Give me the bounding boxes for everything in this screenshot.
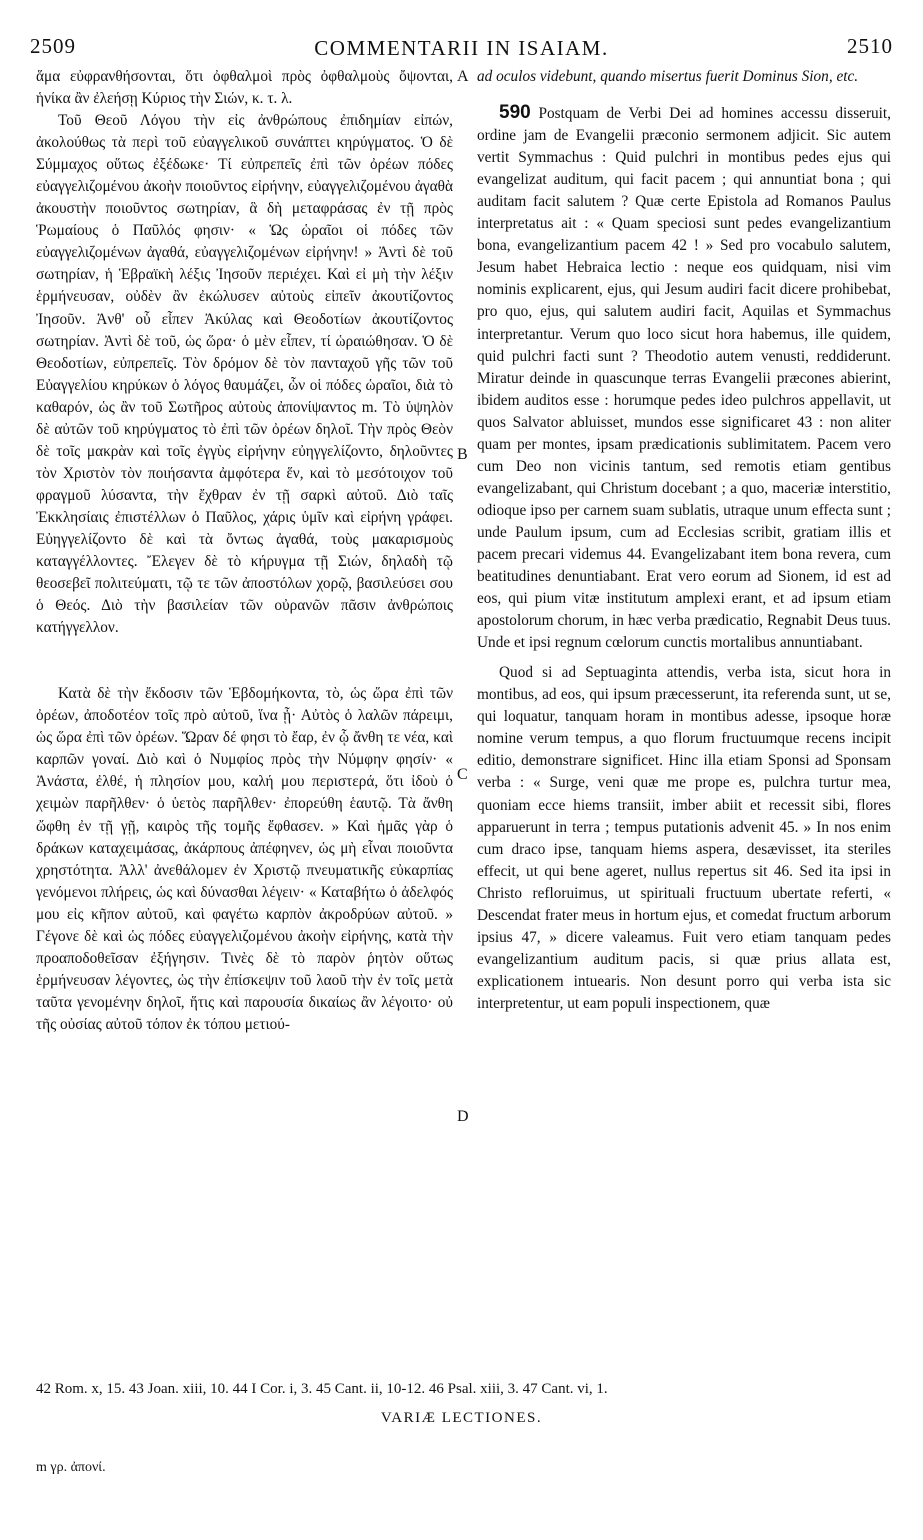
latin-paragraph-2 [477, 102, 891, 654]
running-title: COMMENTARII IN ISAIAM. [314, 36, 609, 60]
greek-paragraph-2: Τοῦ Θεοῦ Λόγου τὴν εἰς ἀνθρώπους ἐπιδημίαν εἰπών, ἀκολούθως τὰ περὶ τοῦ εὐαγγελικοῦ συνάπτει κηρύγματος. Ὁ δὲ Σύμμαχος οὕτως ἐξέδωκε· Τί εὐπρεπεῖς ἐπὶ τῶν ὀρέων πόδες εὐαγγελιζομένου ἀκοὴν ποιοῦντος εἰρήνην, εὐαγγελιζομένου ἀγαθὰ ἀκουστὴν ποιοῦντος σωτηρίαν, ἃ δὴ μεταφράσας ἐν τῇ πρὸς Ῥωμαίους ὁ Παῦλός φησιν· « Ὡς ὡραῖοι οἱ πόδες τῶν εὐαγγελιζομένων ἀγαθά, εὐαγγελιζομένων εἰρήνην! » Ἀντὶ δὲ τοῦ σωτηρίαν, ἡ Ἑβραϊκὴ λέξις Ἰησοῦν περιέχει. Καὶ εἰ μὴ τὴν λέξιν ἑρμήνευσαν, οὐδὲν ἂν ἐκώλυσεν αὐτοὺς εἰπεῖν ἀκουτίζοντος Ἰησοῦν. Ἀνθ' οὗ εἶπεν Ἀκύλας καὶ Θεοδοτίων ἀκουτίζοντος σωτηρίαν. Ἀντὶ δὲ τοῦ, ὡς ὥρα· ὁ μὲν εἶπεν, τί ὡραιώθησαν. Ὁ δὲ Θεοδοτίων, εὐπρεπεῖς. Τὸν δρόμον δὲ τὸν πανταχοῦ γῆς τῶν τοῦ Εὐαγγελίου κηρύκων ὁ λόγος θαυμάζει, ὧν οἱ πόδες ὡραῖοι, διὰ τὸ καθαρόν, ὡς ἂν τοῦ Σωτῆρος αὐτοὺς ἀπονίψαντος m. Τὸ ὑψηλὸν δὲ αὐτῶν τοῦ κηρύγματος τὸ ἐπὶ τῶν ὀρέων δηλοῖ. Τὴν πρὸς Θεὸν δὲ τοῖς μακρὰν καὶ τοῖς ἐγγὺς εἰρήνην εὐηγγελίζοντο, δηλοῦντες τὸν Χριστὸν τὸν ποιήσαντα ἀμφότερα ἕν, καὶ τὸ μεσότοιχον τοῦ φραγμοῦ λύσαντα, τὴν ἔχθραν ἐν τῇ σαρκὶ αὐτοῦ. Διὸ ταῖς Ἐκκλησίαις ἐπιστέλλων ὁ Παῦλος, χάρις ὑμῖν καὶ εἰρήνη γράφει. Εὐηγγελίζοντο δὲ καὶ τὰ ὄντως ἀγαθά, τοὺς μακαρισμοὺς καταγγέλλοντες. Ἔλεγεν δὲ τὸ κήρυγμα τῇ Σιών, δηλαδὴ τῷ θεοσεβεῖ πολιτεύματι, τῷ τε τῶν ἀποστόλων χορῷ, βασιλεύσει σου ὁ Θεός. Διὸ τὴν βασιλείαν τῶν οὐρανῶν πᾶσιν ἀνθρώποις κατήγγελλον. [36, 112, 453, 637]
variae-lectiones-note: m γρ. ἀπονί. [36, 1460, 106, 1475]
latin-paragraph-3: Quod si ad Septuaginta attendis, verba ista, sicut hora in montibus, ad eos, qui ipsum præcesserunt, ita referenda sunt, ut se, qui loquatur, tanquam horam in montibus adesse, ipsoque horæ nomine verum tempus, a quo florum fructuumque recens incipit editio, demonstrare significet. Hinc illa etiam Sponsi ad Sponsam verba : « Surge, veni quæ me prope es, pulchra turtur mea, quoniam ecce hiems transiit, imber abiit et recessit sibi, flores apparuerunt in terra ; tempus putationis advenit 45. » In nos enim cum draco ipse, tanquam hiems aspera, desævisset, ita steriles effecit, ut qui bene ageret, nullus repertus sit 46. Sed ita ipsi in Christo refloruimus, ut spirituali fructuum ubertate referti, « Descendat frater meus in hortum ejus, et comedat fructum arborum ipsius 47, » dicere valeamus. Fuit vero etiam tanquam pedes evangelizantium auditum pacis, si quæ prius allata est, explicationem intuearis. Non desunt porro qui verba ista sic interpretentur, ut eam populi inspectionem, quæ [477, 664, 891, 1012]
greek-paragraph-1: ἅμα εὐφρανθήσονται, ὅτι ὀφθαλμοὶ πρὸς ὀφθαλμοὺς ὄψονται, ἡνίκα ἂν ἐλεήσῃ Κύριος τὴν Σιών, κ. τ. λ. [36, 68, 453, 108]
margin-letter-b: B [457, 446, 468, 463]
footnotes: 42 Rom. x, 15. 43 Joan. xiii, 10. 44 I Cor. i, 3. 45 Cant. ii, 10-12. 46 Psal. xiii, 3. 47 Cant. vi, 1. [36, 1381, 608, 1397]
greek-column [36, 66, 453, 1036]
variae-lectiones-heading: VARIÆ LECTIONES. [380, 1410, 543, 1426]
left-page-number: 2509 [30, 34, 76, 58]
section-number-590: 590 [499, 102, 531, 124]
latin-column [477, 66, 891, 1015]
latin-paragraph-2-text: Postquam de Verbi Dei ad homines accessu disseruit, ordine jam de Evangelii præconio sermonem adjicit. Sic autem vertit Symmachus : Quid pulchri in montibus pedes ejus qui evangelizat auditum, qui facit pacem ; qui annuntiat bona ; qui auditam facit salutem ? Quæ certe Epistola ad Romanos Paulus interpretatus ait : « Quam speciosi sunt pedes evangelizantium bona, evangelizantium pacem 42 ! » Sed pro vocabulo salutem, Jesum habet Hebraica lectio : neque eos quidquam, nisi vim nominis explicarent, ejus, qui Jesum audiri facit dicere prohibebat, pro quo, ejus, qui salutem audiri facit, Aquilas et Symmachus interpretantur. Verum quo loco sicut hora habemus, ille quidem, quid pulchri facti sunt ? Theodotio autem venusti, reddiderunt. Miratur deinde in quascunque terras Evangelii præcones abierint, ibidem auditos esse : horumque pedes ideo pulchros appellavit, ut quos Salvator abluisset, mundos esse significaret 43 : non aliter quam per montes, ipsam prædicationis sublimitatem. Pacem vero cum Deo non vicinis tantum, sed remotis etiam gentibus evangelizabant, qui Christum docebant ; a quo, maceriæ interstitio, odioque ipso per carnem suam sublatis, utraque unum effecta sunt ; unde Paulum ipsum, cum ad Ecclesias scribit, gratiam illis et pacem precari videmus 44. Evangelizabant item bona revera, cum beatitudines denuntiabant. Erat vero eorum ad Sionem, id est ad eos, qui pium vitæ institutum amplexi erant, et ad ipsum etiam apostolorum chorum, in hæc verba prædicatio, Regnabit Deus tuus. Unde et ipsi regnum cœlorum cunctis mortalibus annuntiabant. [477, 105, 892, 652]
greek-paragraph-3: Κατὰ δὲ τὴν ἔκδοσιν τῶν Ἑβδομήκοντα, τὸ, ὡς ὥρα ἐπὶ τῶν ὀρέων, ἀποδοτέον τοῖς πρὸ αὐτοῦ, ἵνα ᾖ· Αὐτὸς ὁ λαλῶν πάρειμι, ὡς ὥρα ἐπὶ τῶν ὀρέων. Ὥραν δέ φησι τὸ ἔαρ, ἐν ᾧ ἄνθη τε νέα, καὶ καρπῶν γοναί. Διὸ καὶ ὁ Νυμφίος πρὸς τὴν Νύμφην φησίν· « Ἀνάστα, ἐλθέ, ἡ πλησίον μου, καλή μου περιστερά, ὅτι ἰδοὺ ὁ χειμὼν παρῆλθεν· ὁ ὑετὸς παρῆλθεν· ἐπορεύθη ἑαυτῷ. Τὰ ἄνθη ὤφθη ἐν τῇ γῇ, καιρὸς τῆς τομῆς ἔφθασεν. » Καὶ ἡμᾶς γὰρ ὁ δράκων καταχειμάσας, ἀκάρπους ἀπέφηνεν, ὡς μὴ εἶναι ποιοῦντα χρηστότητα. Ἀλλ' ἀνεθάλομεν ἐν Χριστῷ πνευματικῆς εὐκαρπίας γενόμενοι πλήρεις, ὡς καὶ δύνασθαι λέγειν· « Καταβήτω ὁ ἀδελφός μου εἰς κῆπον αὐτοῦ, καὶ φαγέτω καρπὸν ἀκροδρύων αὐτοῦ. » Γέγονε δὲ καὶ ὡς πόδες εὐαγγελιζομένου ἀκοὴν εἰρήνης, κατὰ τὴν προαποδοθεῖσαν ἐξήγησιν. Τινὲς δὲ τὸ παρὸν ῥητὸν οὕτως ἑρμήνευσαν λέγοντες, ὡς τὴν ἐπίσκεψιν τοῦ λαοῦ τὴν ἐν τοῖς μετὰ ταῦτα γενομένην δηλοῖ, ἥτις καὶ παρουσία δικαίως ἂν λέγοιτο· οὐ τῆς οὐσίας αὐτοῦ τόπον ἐκ τόπου μετιού- [36, 685, 453, 1033]
latin-paragraph-1: ad oculos videbunt, quando misertus fuerit Dominus Sion, etc. [477, 68, 859, 85]
right-page-number: 2510 [847, 34, 893, 58]
margin-letter-d: D [457, 1108, 469, 1125]
margin-letter-c: C [457, 766, 468, 783]
margin-letter-a: A [457, 68, 469, 85]
running-header [30, 34, 893, 66]
